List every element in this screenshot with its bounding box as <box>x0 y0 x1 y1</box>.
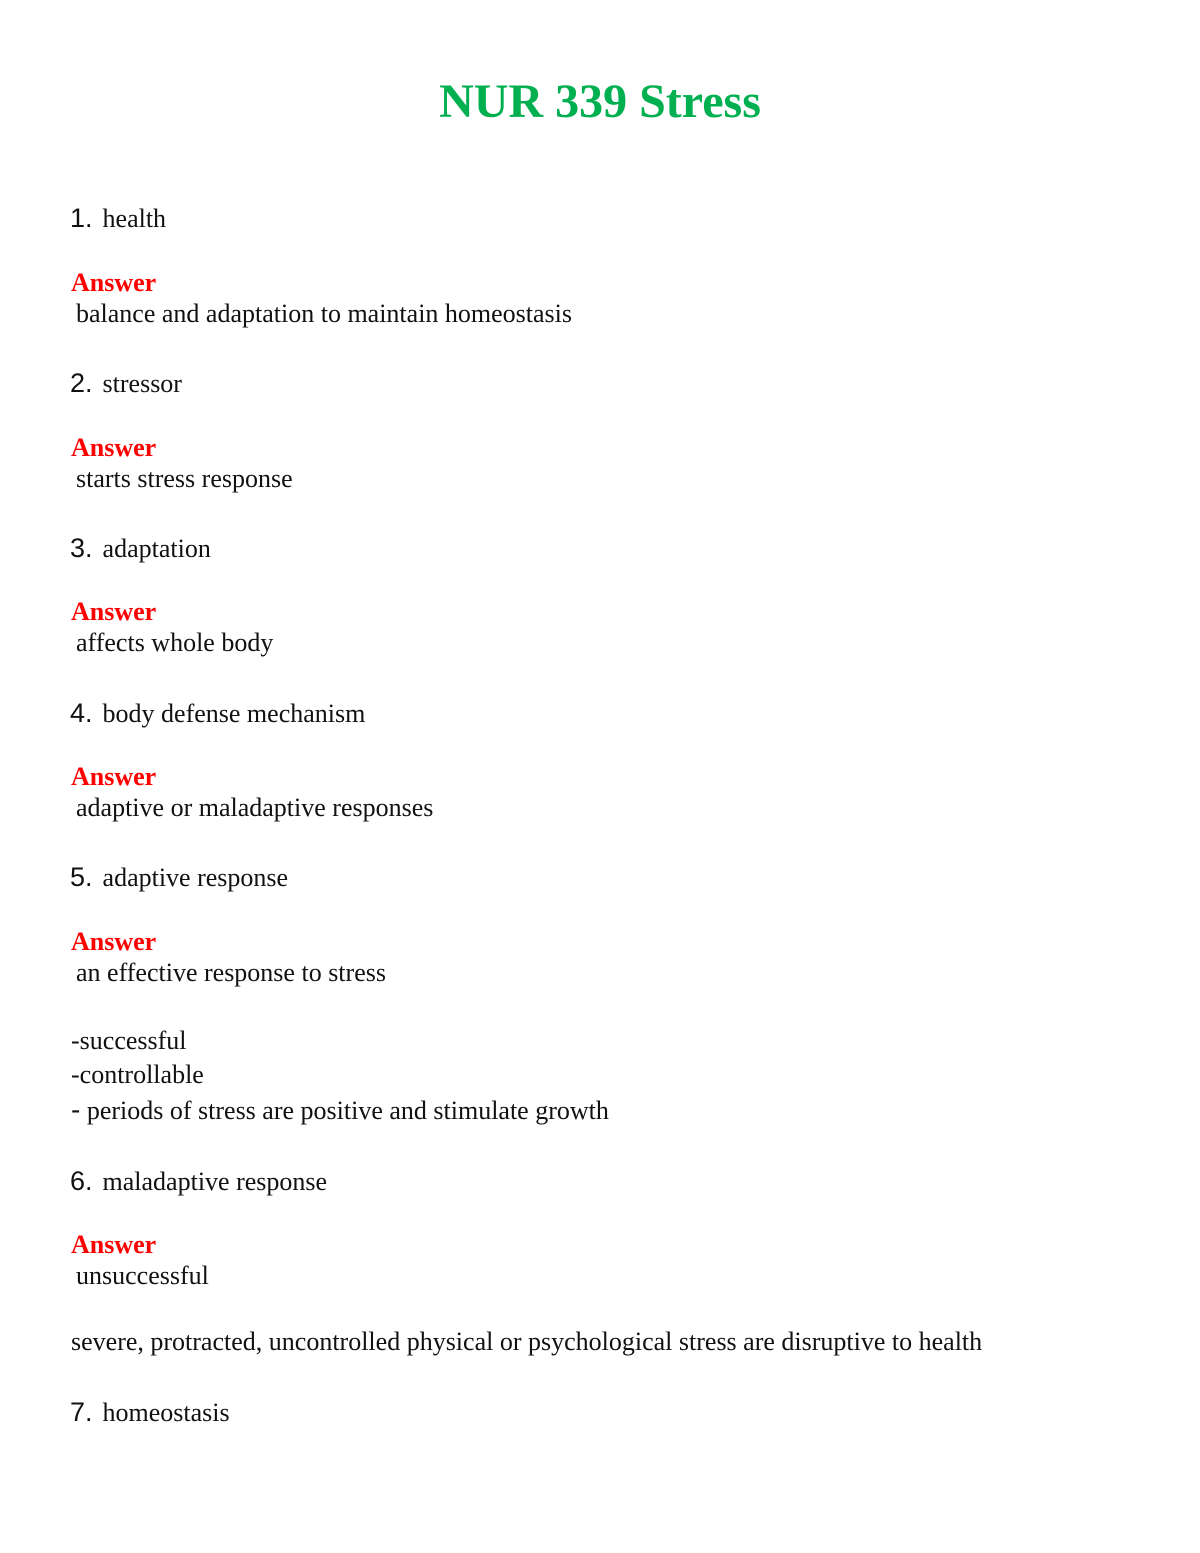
question-1 <box>70 202 166 235</box>
answer-text: unsuccessful <box>76 1261 209 1290</box>
question-number: 2. <box>70 368 93 398</box>
question-4 <box>70 697 365 730</box>
question-term: health <box>102 204 167 233</box>
question-term: body defense mechanism <box>102 699 366 728</box>
question-number: 5. <box>70 862 93 892</box>
answer-text: starts stress response <box>76 464 293 493</box>
question-number: 3. <box>70 533 93 563</box>
question-number: 6. <box>70 1166 93 1196</box>
question-3 <box>70 532 211 565</box>
question-term: maladaptive response <box>102 1167 328 1196</box>
answer-detail-line <box>71 1095 609 1126</box>
question-6 <box>70 1165 327 1198</box>
question-5 <box>70 861 288 894</box>
answer-label: Answer <box>71 597 157 626</box>
question-7 <box>70 1396 230 1429</box>
answer-text: affects whole body <box>76 628 274 657</box>
answer-detail-line: severe, protracted, uncontrolled physical or psychological stress are disruptive to health <box>71 1327 983 1356</box>
question-number: 4. <box>70 698 93 728</box>
page-title: NUR 339 Stress <box>439 75 761 128</box>
answer-detail-text: periods of stress are positive and stimulate growth <box>86 1096 609 1125</box>
answer-label: Answer <box>71 433 157 462</box>
answer-text: adaptive or maladaptive responses <box>76 793 434 822</box>
answer-text: an effective response to stress <box>76 958 386 987</box>
answer-detail-line: -successful <box>71 1026 187 1055</box>
answer-label: Answer <box>71 927 157 956</box>
answer-text: balance and adaptation to maintain homeostasis <box>76 299 573 328</box>
question-number: 1. <box>70 203 93 233</box>
answer-label: Answer <box>71 762 157 791</box>
bullet-dash: - <box>71 1094 81 1125</box>
answer-label: Answer <box>71 268 157 297</box>
question-term: stressor <box>102 369 182 398</box>
question-term: homeostasis <box>102 1398 230 1427</box>
answer-label: Answer <box>71 1230 157 1259</box>
question-term: adaptation <box>102 534 211 563</box>
question-number: 7. <box>70 1397 93 1427</box>
question-term: adaptive response <box>102 863 289 892</box>
answer-detail-line: -controllable <box>71 1060 204 1089</box>
question-2 <box>70 367 182 400</box>
